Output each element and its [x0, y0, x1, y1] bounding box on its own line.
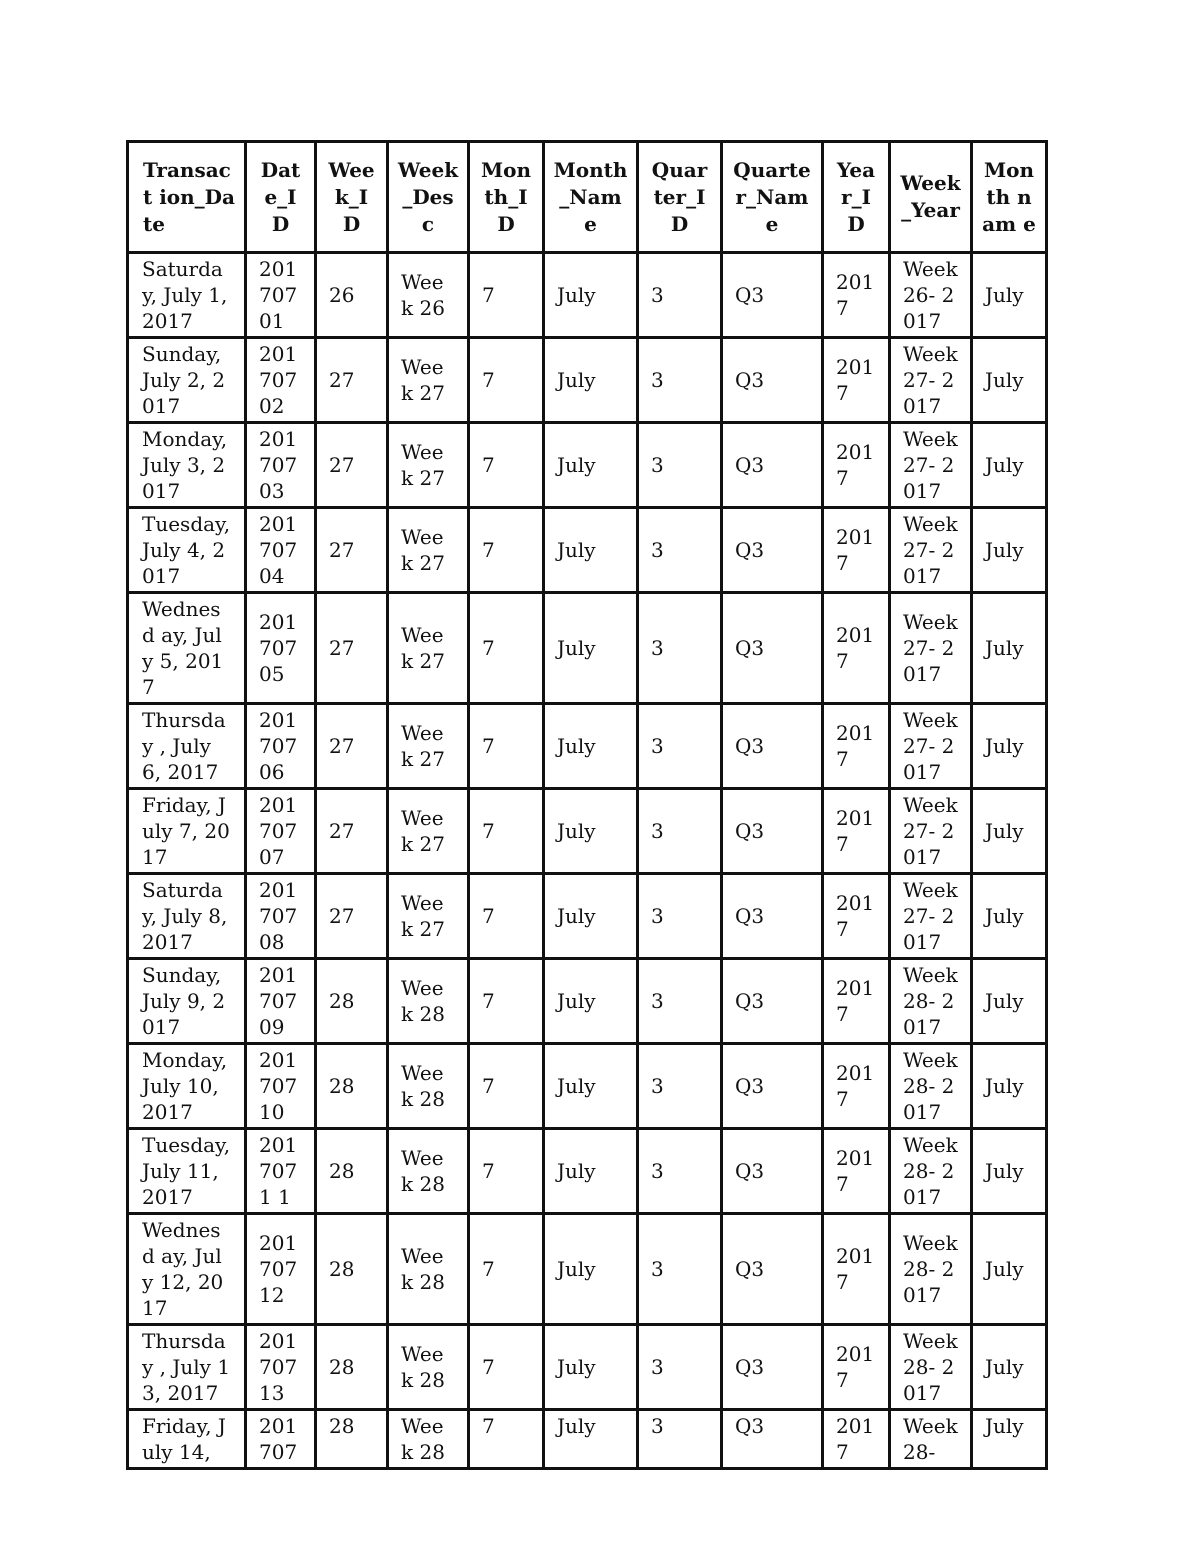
- cell-week-id: 27: [316, 593, 388, 704]
- cell-quarter-id: 3: [638, 1044, 722, 1129]
- cell-week-desc: Week 28: [388, 1129, 469, 1214]
- cell-month-name: July: [544, 253, 638, 338]
- cell-week-year: Week 27- 2017: [890, 789, 972, 874]
- cell-transaction-date: Thursday , July 13, 2017: [128, 1325, 246, 1410]
- cell-month-id: 7: [469, 253, 544, 338]
- cell-year-id: 201 7: [823, 338, 890, 423]
- table-row: [128, 704, 1047, 789]
- cell-quarter-name: Q3: [722, 1214, 823, 1325]
- cell-transaction-date: Saturday, July 8, 2017: [128, 874, 246, 959]
- cell-quarter-name: Q3: [722, 1129, 823, 1214]
- table-row: [128, 1129, 1047, 1214]
- cell-week-desc: Week 27: [388, 508, 469, 593]
- cell-date-id: 201 707 04: [246, 508, 316, 593]
- header-quarter-id: Quar ter_I D: [638, 142, 722, 253]
- cell-quarter-id: 3: [638, 253, 722, 338]
- cell-transaction-date: Tuesday, July 11, 2017: [128, 1129, 246, 1214]
- cell-month-name: July: [544, 1214, 638, 1325]
- table-row: [128, 1214, 1047, 1325]
- cell-month-name: July: [544, 593, 638, 704]
- table-row: [128, 1325, 1047, 1410]
- cell-month-name-2: July: [972, 704, 1047, 789]
- cell-transaction-date: Monday, July 3, 2017: [128, 423, 246, 508]
- header-year-id: Yea r_I D: [823, 142, 890, 253]
- cell-month-name-2: July: [972, 1044, 1047, 1129]
- header-row: [128, 142, 1047, 253]
- cell-date-id: 201 7071 1: [246, 1129, 316, 1214]
- cell-month-id: 7: [469, 874, 544, 959]
- table-row: [128, 1410, 1047, 1469]
- cell-week-id: 28: [316, 1410, 388, 1469]
- cell-week-desc: Week 28: [388, 1044, 469, 1129]
- cell-month-name-2: July: [972, 338, 1047, 423]
- cell-week-year: Week 28- 2017: [890, 1325, 972, 1410]
- cell-week-desc: Week 27: [388, 593, 469, 704]
- cell-quarter-id: 3: [638, 593, 722, 704]
- cell-date-id: 201 707 06: [246, 704, 316, 789]
- cell-quarter-name: Q3: [722, 704, 823, 789]
- cell-date-id: 201 707 03: [246, 423, 316, 508]
- cell-quarter-id: 3: [638, 874, 722, 959]
- cell-transaction-date: Friday, July 14,: [128, 1410, 246, 1469]
- cell-week-year: Week 27- 2017: [890, 704, 972, 789]
- cell-month-id: 7: [469, 789, 544, 874]
- cell-week-year: Week 27- 2017: [890, 874, 972, 959]
- cell-quarter-name: Q3: [722, 508, 823, 593]
- cell-month-id: 7: [469, 1325, 544, 1410]
- cell-week-id: 28: [316, 1325, 388, 1410]
- cell-quarter-id: 3: [638, 1410, 722, 1469]
- cell-month-name-2: July: [972, 1325, 1047, 1410]
- cell-month-name-2: July: [972, 959, 1047, 1044]
- table-row: [128, 1044, 1047, 1129]
- cell-month-id: 7: [469, 1214, 544, 1325]
- cell-week-year: Week 28-: [890, 1410, 972, 1469]
- cell-week-desc: Week 27: [388, 789, 469, 874]
- cell-month-name-2: July: [972, 508, 1047, 593]
- header-transaction-date: Transact ion_Date: [128, 142, 246, 253]
- cell-month-name: July: [544, 959, 638, 1044]
- cell-transaction-date: Sunday, July 2, 2017: [128, 338, 246, 423]
- cell-year-id: 201 7: [823, 789, 890, 874]
- cell-year-id: 201 7: [823, 1129, 890, 1214]
- cell-date-id: 201 707 01: [246, 253, 316, 338]
- cell-quarter-id: 3: [638, 338, 722, 423]
- cell-week-desc: Week 27: [388, 423, 469, 508]
- cell-week-id: 28: [316, 959, 388, 1044]
- cell-week-desc: Week 28: [388, 1214, 469, 1325]
- cell-month-name-2: July: [972, 1214, 1047, 1325]
- cell-month-name: July: [544, 1325, 638, 1410]
- table-row: [128, 253, 1047, 338]
- cell-year-id: 201 7: [823, 1044, 890, 1129]
- cell-transaction-date: Monday, July 10, 2017: [128, 1044, 246, 1129]
- cell-month-name-2: July: [972, 1129, 1047, 1214]
- cell-year-id: 201 7: [823, 423, 890, 508]
- cell-date-id: 201 707 09: [246, 959, 316, 1044]
- header-month-name: Month _Nam e: [544, 142, 638, 253]
- cell-quarter-id: 3: [638, 423, 722, 508]
- cell-week-id: 27: [316, 338, 388, 423]
- cell-week-id: 28: [316, 1129, 388, 1214]
- cell-month-id: 7: [469, 423, 544, 508]
- cell-quarter-name: Q3: [722, 423, 823, 508]
- cell-quarter-name: Q3: [722, 1044, 823, 1129]
- cell-date-id: 201 707 02: [246, 338, 316, 423]
- cell-week-year: Week 27- 2017: [890, 508, 972, 593]
- cell-month-id: 7: [469, 959, 544, 1044]
- cell-date-id: 201 707 07: [246, 789, 316, 874]
- cell-month-name: July: [544, 704, 638, 789]
- cell-quarter-id: 3: [638, 508, 722, 593]
- cell-month-name: July: [544, 874, 638, 959]
- cell-quarter-id: 3: [638, 1129, 722, 1214]
- cell-year-id: 201 7: [823, 704, 890, 789]
- cell-week-year: Week 28- 2017: [890, 959, 972, 1044]
- cell-year-id: 201 7: [823, 508, 890, 593]
- cell-quarter-name: Q3: [722, 593, 823, 704]
- cell-month-name-2: July: [972, 874, 1047, 959]
- cell-quarter-name: Q3: [722, 1325, 823, 1410]
- header-month-name-2: Mon th nam e: [972, 142, 1047, 253]
- cell-transaction-date: Tuesday, July 4, 2017: [128, 508, 246, 593]
- cell-quarter-name: Q3: [722, 253, 823, 338]
- table-body: [128, 253, 1047, 1469]
- header-week-desc: Week _Des c: [388, 142, 469, 253]
- table-row: [128, 338, 1047, 423]
- cell-month-name: July: [544, 508, 638, 593]
- cell-week-id: 27: [316, 423, 388, 508]
- header-week-id: Wee k_I D: [316, 142, 388, 253]
- cell-quarter-name: Q3: [722, 789, 823, 874]
- cell-week-id: 27: [316, 874, 388, 959]
- cell-year-id: 201 7: [823, 1214, 890, 1325]
- table-row: [128, 959, 1047, 1044]
- cell-date-id: 201 707 08: [246, 874, 316, 959]
- cell-month-name: July: [544, 789, 638, 874]
- cell-quarter-id: 3: [638, 789, 722, 874]
- cell-date-id: 201 707 05: [246, 593, 316, 704]
- table-row: [128, 423, 1047, 508]
- cell-year-id: 201 7: [823, 593, 890, 704]
- header-date-id: Dat e_I D: [246, 142, 316, 253]
- cell-week-desc: Week 27: [388, 338, 469, 423]
- cell-week-id: 27: [316, 789, 388, 874]
- cell-week-year: Week 26- 2017: [890, 253, 972, 338]
- cell-month-id: 7: [469, 508, 544, 593]
- cell-quarter-id: 3: [638, 704, 722, 789]
- cell-month-name-2: July: [972, 423, 1047, 508]
- cell-week-desc: Week 26: [388, 253, 469, 338]
- cell-date-id: 201 707 12: [246, 1214, 316, 1325]
- table-row: [128, 508, 1047, 593]
- cell-week-id: 26: [316, 253, 388, 338]
- cell-week-year: Week 27- 2017: [890, 338, 972, 423]
- cell-week-year: Week 28- 2017: [890, 1129, 972, 1214]
- cell-year-id: 201 7: [823, 1325, 890, 1410]
- table-row: [128, 789, 1047, 874]
- cell-week-year: Week 27- 2017: [890, 423, 972, 508]
- header-week-year: Week _Year: [890, 142, 972, 253]
- cell-transaction-date: Sunday, July 9, 2017: [128, 959, 246, 1044]
- cell-transaction-date: Friday, July 7, 2017: [128, 789, 246, 874]
- cell-transaction-date: Wednesd ay, July 12, 2017: [128, 1214, 246, 1325]
- cell-quarter-id: 3: [638, 1325, 722, 1410]
- cell-quarter-name: Q3: [722, 1410, 823, 1469]
- cell-month-name-2: July: [972, 789, 1047, 874]
- cell-week-year: Week 28- 2017: [890, 1044, 972, 1129]
- cell-week-desc: Week 27: [388, 704, 469, 789]
- cell-month-id: 7: [469, 704, 544, 789]
- cell-month-name: July: [544, 423, 638, 508]
- cell-week-year: Week 27- 2017: [890, 593, 972, 704]
- cell-month-id: 7: [469, 338, 544, 423]
- cell-date-id: 201 707 13: [246, 1325, 316, 1410]
- cell-year-id: 201 7: [823, 1410, 890, 1469]
- table-row: [128, 874, 1047, 959]
- cell-week-id: 27: [316, 704, 388, 789]
- cell-month-name: July: [544, 338, 638, 423]
- cell-month-name-2: July: [972, 253, 1047, 338]
- cell-month-name: July: [544, 1129, 638, 1214]
- cell-month-id: 7: [469, 1129, 544, 1214]
- cell-month-id: 7: [469, 1044, 544, 1129]
- header-month-id: Mon th_I D: [469, 142, 544, 253]
- cell-week-desc: Week 28: [388, 1325, 469, 1410]
- cell-week-id: 28: [316, 1214, 388, 1325]
- cell-month-name: July: [544, 1044, 638, 1129]
- cell-month-id: 7: [469, 1410, 544, 1469]
- cell-month-name: July: [544, 1410, 638, 1469]
- cell-month-id: 7: [469, 593, 544, 704]
- cell-quarter-name: Q3: [722, 959, 823, 1044]
- cell-month-name-2: July: [972, 593, 1047, 704]
- cell-week-id: 27: [316, 508, 388, 593]
- cell-year-id: 201 7: [823, 874, 890, 959]
- header-quarter-name: Quarte r_Nam e: [722, 142, 823, 253]
- table-row: [128, 593, 1047, 704]
- cell-year-id: 201 7: [823, 959, 890, 1044]
- cell-transaction-date: Wednesd ay, July 5, 2017: [128, 593, 246, 704]
- cell-week-desc: Week 27: [388, 874, 469, 959]
- cell-year-id: 201 7: [823, 253, 890, 338]
- date-dimension-table: [126, 140, 1048, 1470]
- cell-transaction-date: Thursday , July 6, 2017: [128, 704, 246, 789]
- cell-month-name-2: July: [972, 1410, 1047, 1469]
- cell-transaction-date: Saturday, July 1, 2017: [128, 253, 246, 338]
- cell-date-id: 201 707 10: [246, 1044, 316, 1129]
- cell-week-desc: Week 28: [388, 959, 469, 1044]
- cell-quarter-name: Q3: [722, 338, 823, 423]
- cell-week-desc: Week 28: [388, 1410, 469, 1469]
- cell-quarter-id: 3: [638, 959, 722, 1044]
- cell-quarter-name: Q3: [722, 874, 823, 959]
- cell-quarter-id: 3: [638, 1214, 722, 1325]
- cell-week-year: Week 28- 2017: [890, 1214, 972, 1325]
- cell-week-id: 28: [316, 1044, 388, 1129]
- cell-date-id: 201 707: [246, 1410, 316, 1469]
